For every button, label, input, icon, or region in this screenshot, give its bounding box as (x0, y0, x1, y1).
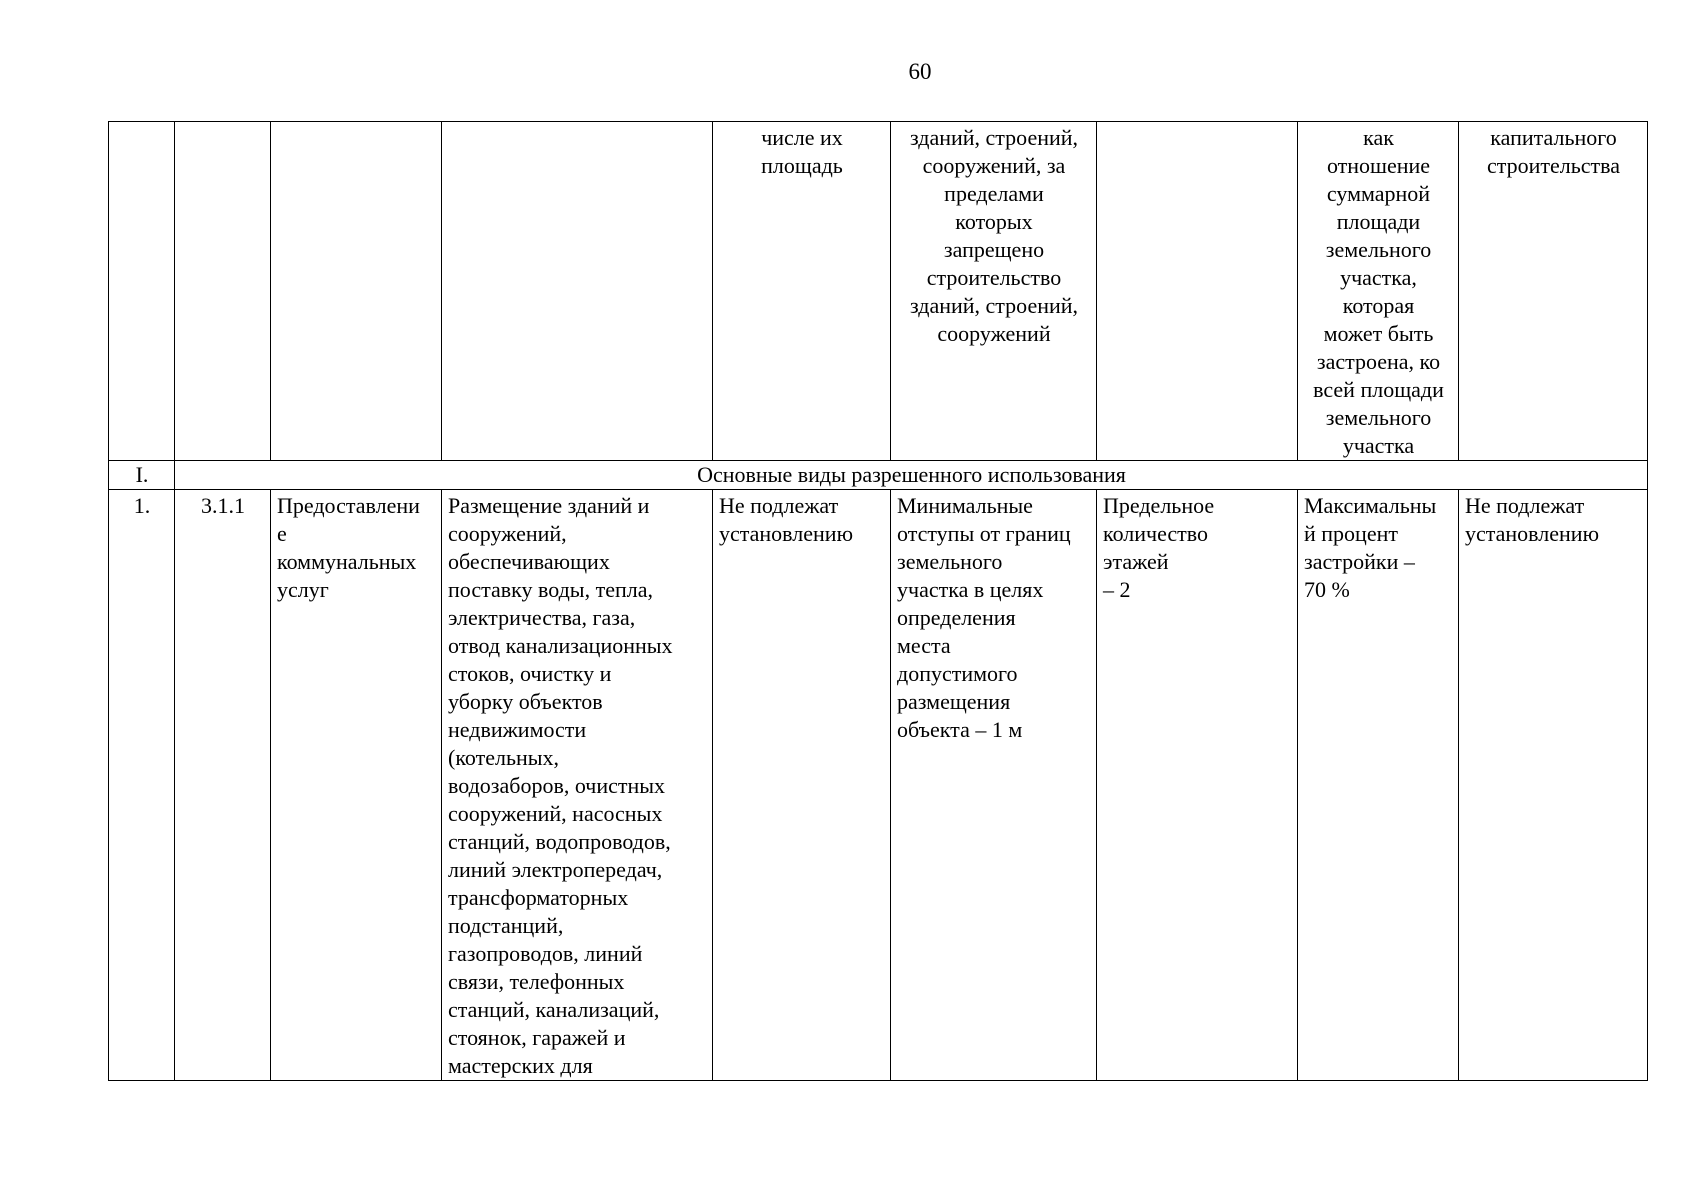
cont-cell-setbacks: зданий, строений, сооружений, за пределами которых запрещено строительство зданий, строений, сооружений (891, 122, 1097, 461)
cont-cell-other: капитального строительства (1459, 122, 1648, 461)
section-number: I. (109, 461, 175, 490)
cont-cell-description (442, 122, 713, 461)
table-row (109, 490, 1648, 1081)
row-code: 3.1.1 (175, 490, 271, 1081)
row-setbacks: Минимальные отступы от границ земельного участка в целях определения места допустимого размещения объекта – 1 м (891, 490, 1097, 1081)
zoning-table (108, 121, 1648, 1081)
cont-cell-name (271, 122, 442, 461)
cont-cell-plot-size: числе их площадь (713, 122, 891, 461)
section-row (109, 461, 1648, 490)
row-other: Не подлежат установлению (1459, 490, 1648, 1081)
row-floors: Предельное количество этажей – 2 (1097, 490, 1298, 1081)
cont-cell-number (109, 122, 175, 461)
row-name: Предоставлени е коммунальных услуг (271, 490, 442, 1081)
cont-cell-floors (1097, 122, 1298, 461)
row-coverage: Максимальны й процент застройки – 70 % (1298, 490, 1459, 1081)
row-description: Размещение зданий и сооружений, обеспечивающих поставку воды, тепла, электричества, газа, отвод канализационных стоков, очистку и уборку объектов недвижимости (котельных, водозаборов, очистных сооружений, насосных станций, водопроводов, линий электропередач, трансформаторных подстанций, газопроводов, линий связи, телефонных станций, канализаций, стоянок, гаражей и мастерских для (442, 490, 713, 1081)
page-number: 60 (908, 59, 932, 84)
cont-cell-coverage: как отношение суммарной площади земельного участка, которая может быть застроена, ко всей площади земельного участка (1298, 122, 1459, 461)
section-title: Основные виды разрешенного использования (175, 461, 1648, 490)
row-plot-size: Не подлежат установлению (713, 490, 891, 1081)
row-number: 1. (109, 490, 175, 1081)
cont-cell-code (175, 122, 271, 461)
continuation-row (109, 122, 1648, 461)
